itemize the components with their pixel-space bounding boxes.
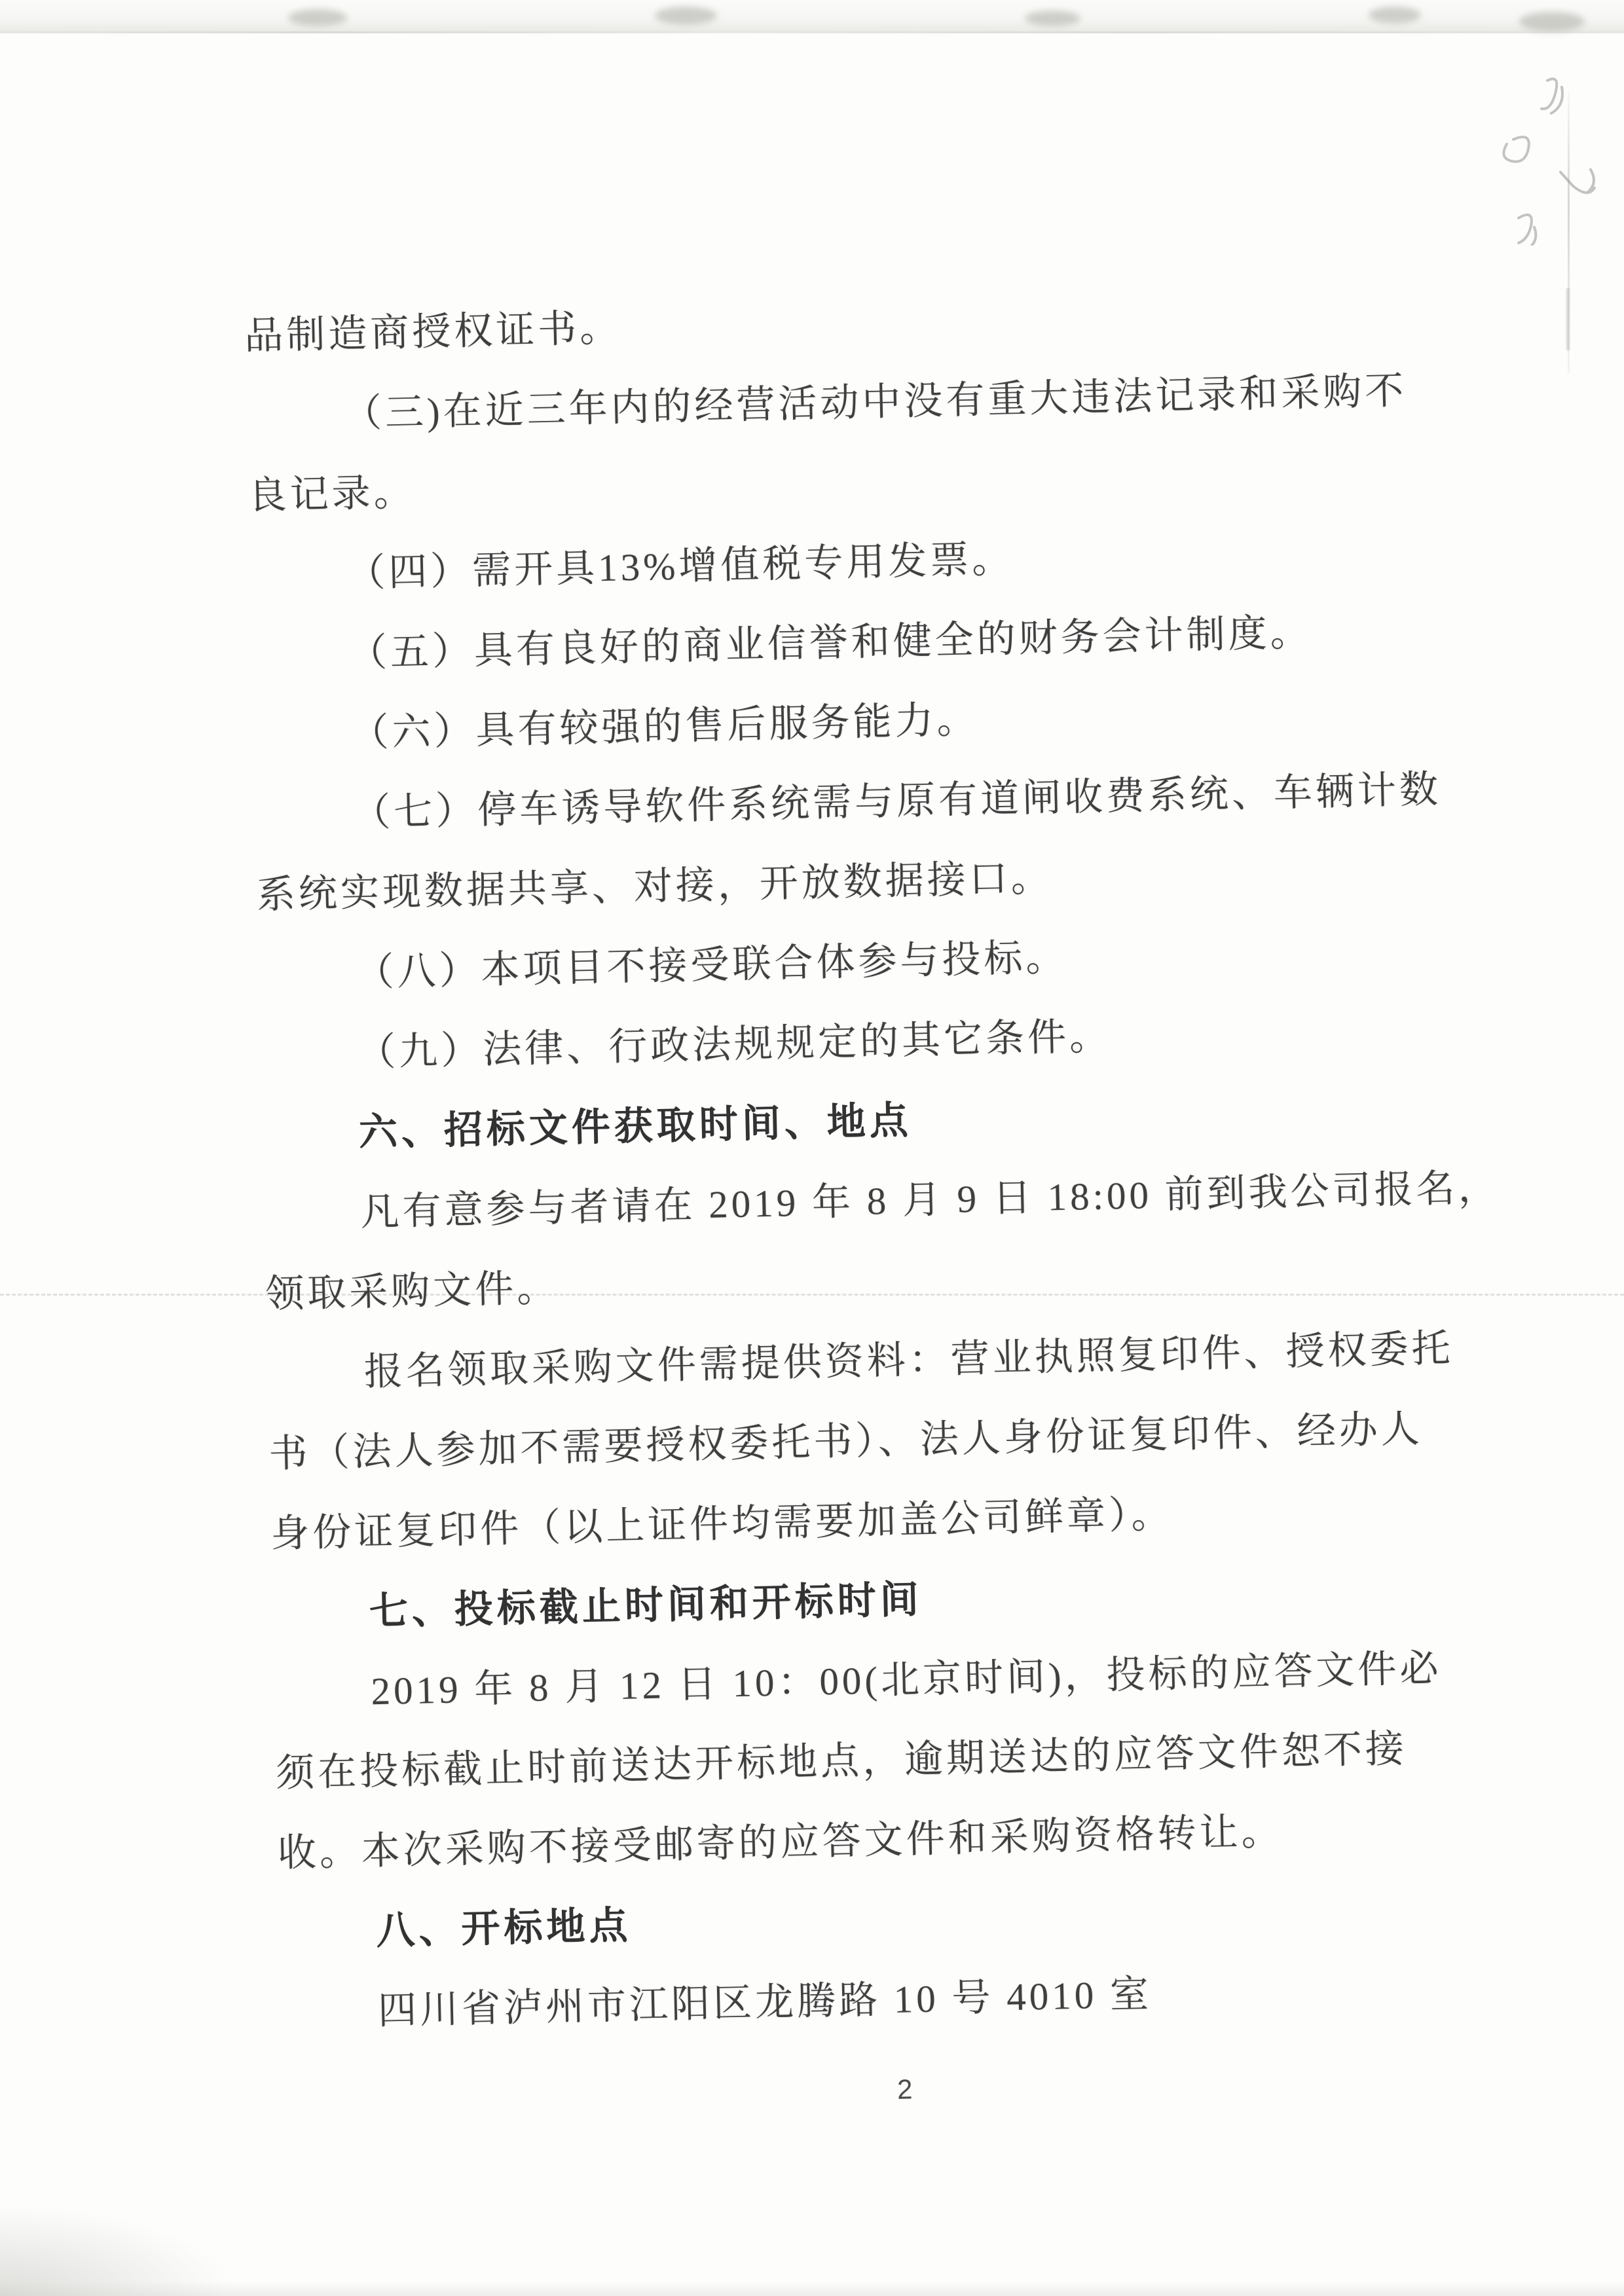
document-content bbox=[244, 269, 1528, 2143]
scan-smudge bbox=[1369, 7, 1421, 24]
page-number: 2 bbox=[896, 2073, 913, 2105]
ink-smudge-marks bbox=[1470, 62, 1621, 246]
body-text-line: 收。本次采购不接受邮寄的应答文件和采购资格转让。 bbox=[277, 1809, 1284, 1875]
body-text-line: 良记录。 bbox=[247, 470, 416, 517]
body-text-line: （九）法律、行政法规规定的其它条件。 bbox=[356, 1014, 1112, 1074]
body-text-line: 报名领取采购文件需提供资料：营业执照复印件、授权委托 bbox=[363, 1326, 1454, 1394]
paper-edge-line bbox=[0, 31, 1624, 33]
body-text-line: 2019 年 8 月 12 日 10：00(北京时间)，投标的应答文件必 bbox=[370, 1646, 1443, 1713]
body-text-line: 四川省泸州市江阳区龙腾路 10 号 4010 室 bbox=[377, 1972, 1153, 2033]
body-text-line: 品制造商授权证书。 bbox=[244, 306, 622, 357]
scan-smudge bbox=[288, 9, 347, 26]
scan-bottom-edge bbox=[0, 2282, 1624, 2296]
section-heading-6: 六、招标文件获取时间、地点 bbox=[358, 1099, 913, 1154]
scanner-streak-artifact bbox=[1566, 288, 1570, 350]
body-text-line: （八）本项目不接受联合体参与投标。 bbox=[354, 935, 1069, 994]
body-text-line: （六）具有较强的售后服务能力。 bbox=[349, 697, 980, 755]
body-text-line: 身份证复印件（以上证件均需要加盖公司鲜章）。 bbox=[270, 1492, 1174, 1556]
body-text-line: （四）需开具13%增值税专用发票。 bbox=[346, 537, 1014, 595]
section-heading-8: 八、开标地点 bbox=[375, 1903, 633, 1953]
body-text-line: 须在投标截止时前送达开标地点，逾期送达的应答文件恕不接 bbox=[275, 1726, 1408, 1795]
body-text-line: 领取采购文件。 bbox=[265, 1266, 559, 1316]
body-text-line: 书（法人参加不需要授权委托书）、法人身份证复印件、经办人 bbox=[268, 1407, 1424, 1476]
body-text-line: （五）具有良好的商业信誉和健全的财务会计制度。 bbox=[348, 610, 1313, 675]
body-text-line: （七）停车诱导软件系统需与原有道闸收费系统、车辆计数 bbox=[351, 767, 1442, 835]
body-text-line: 凡有意参与者请在 2019 年 8 月 9 日 18:00 前到我公司报名， bbox=[360, 1165, 1501, 1234]
scan-smudge bbox=[1519, 12, 1585, 31]
section-heading-7: 七、投标截止时间和开标时间 bbox=[369, 1577, 923, 1633]
body-text-line: （三)在近三年内的经营活动中没有重大违法记录和采购不 bbox=[342, 369, 1407, 435]
scan-smudge bbox=[1025, 10, 1080, 26]
body-text-line: 系统实现数据共享、对接，开放数据接口。 bbox=[256, 856, 1054, 917]
scan-smudge bbox=[655, 7, 717, 25]
